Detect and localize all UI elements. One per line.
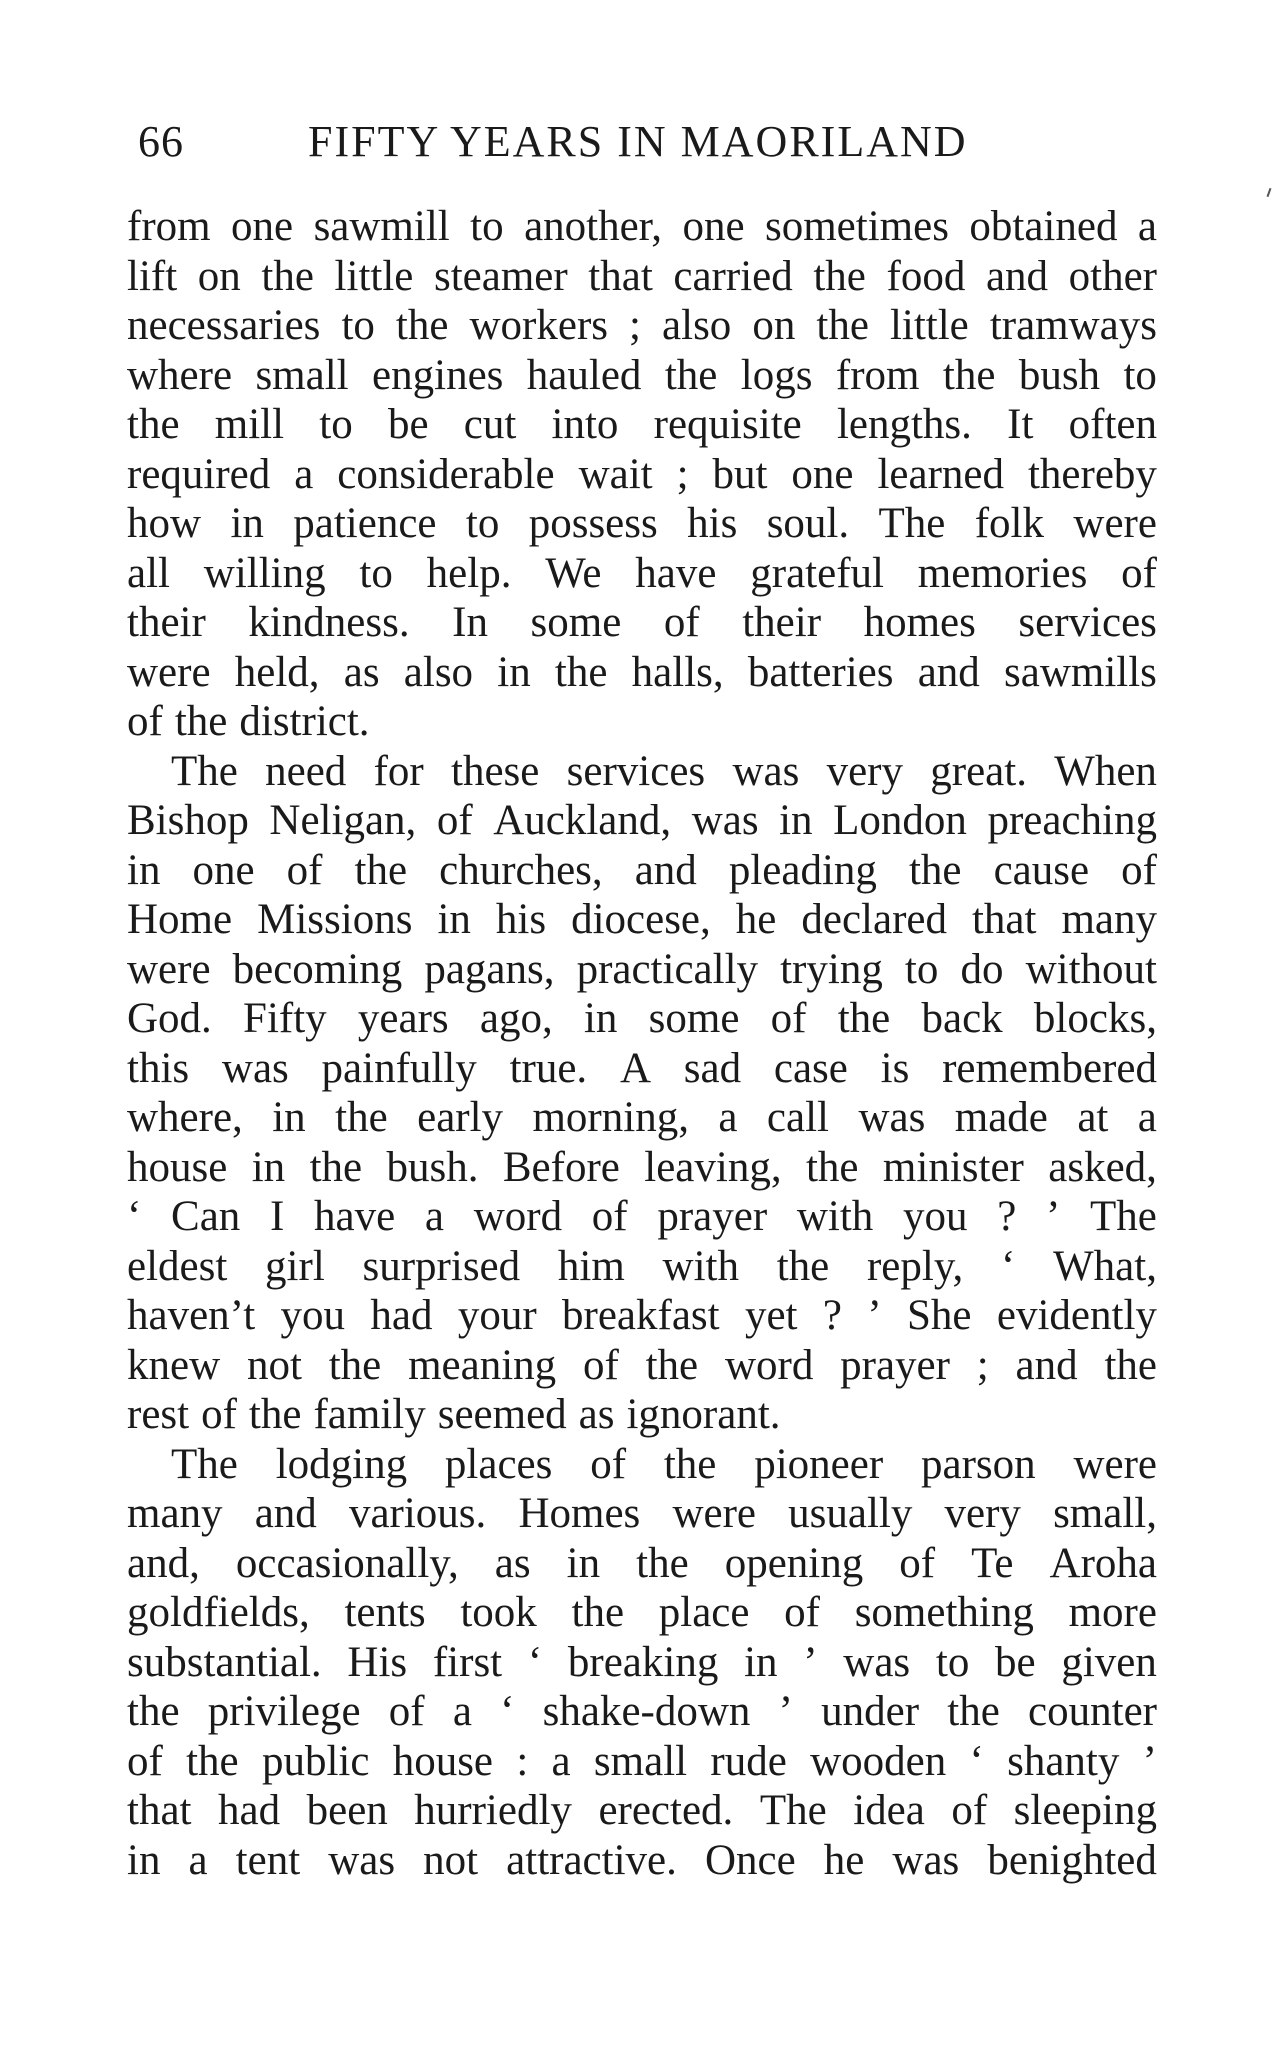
- text-line: the privilege of a ‘ shake-down ’ under the counter: [127, 1688, 1157, 1735]
- text-line: lift on the little steamer that carried the food and other: [127, 252, 1157, 300]
- text-line: Home Missions in his diocese, he declared that many: [127, 896, 1157, 943]
- text-line: were held, as also in the halls, batteries and sawmills: [127, 648, 1157, 696]
- text-line: haven’t you had your breakfast yet ? ’ She evidently: [127, 1292, 1157, 1339]
- page-number: 66: [138, 117, 184, 166]
- running-title: FIFTY YEARS IN MAORILAND: [308, 117, 968, 166]
- text-line: from one sawmill to another, one sometimes obtained a: [127, 203, 1157, 250]
- text-line: eldest girl surprised him with the reply, ‘ What,: [127, 1242, 1157, 1290]
- text-line: of the district.: [127, 698, 370, 745]
- text-line: substantial. His first ‘ breaking in ’ was to be given: [127, 1638, 1157, 1686]
- text-line: and, occasionally, as in the opening of Te Aroha: [127, 1539, 1157, 1587]
- text-line: many and various. Homes were usually very small,: [127, 1490, 1157, 1537]
- text-line: The need for these services was very great. When: [171, 747, 1157, 795]
- text-line: God. Fifty years ago, in some of the back blocks,: [127, 995, 1157, 1042]
- text-line: The lodging places of the pioneer parson were: [171, 1440, 1157, 1488]
- text-line: necessaries to the workers ; also on the little tramways: [127, 302, 1157, 349]
- text-line: ‘ Can I have a word of prayer with you ? ’ The: [127, 1193, 1157, 1240]
- text-line: Bishop Neligan, of Auckland, was in London preaching: [127, 797, 1157, 844]
- text-line: house in the bush. Before leaving, the minister asked,: [127, 1143, 1157, 1191]
- text-line: rest of the family seemed as ignorant.: [127, 1391, 781, 1438]
- text-line: where small engines hauled the logs from the bush to: [127, 351, 1157, 399]
- body-text: [127, 202, 1157, 1885]
- text-line: required a considerable wait ; but one learned thereby: [127, 450, 1157, 498]
- text-line: their kindness. In some of their homes services: [127, 599, 1157, 646]
- text-line: where, in the early morning, a call was made at a: [127, 1094, 1157, 1141]
- text-line: all willing to help. We have grateful memories of: [127, 549, 1157, 597]
- text-line: how in patience to possess his soul. The folk were: [127, 500, 1157, 547]
- text-line: were becoming pagans, practically trying to do without: [127, 945, 1157, 993]
- text-line: in one of the churches, and pleading the cause of: [127, 846, 1157, 894]
- text-line: that had been hurriedly erected. The idea of sleeping: [127, 1787, 1157, 1834]
- text-line: goldfields, tents took the place of something more: [127, 1589, 1157, 1636]
- running-head: [138, 112, 1148, 172]
- stray-ink-mark: [1267, 188, 1272, 197]
- text-line: this was painfully true. A sad case is remembered: [127, 1044, 1157, 1092]
- text-line: in a tent was not attractive. Once he was benighted: [127, 1836, 1157, 1884]
- text-line: the mill to be cut into requisite lengths. It often: [127, 401, 1157, 448]
- text-line: knew not the meaning of the word prayer ; and the: [127, 1341, 1157, 1389]
- text-line: of the public house : a small rude wooden ‘ shanty ’: [127, 1737, 1157, 1785]
